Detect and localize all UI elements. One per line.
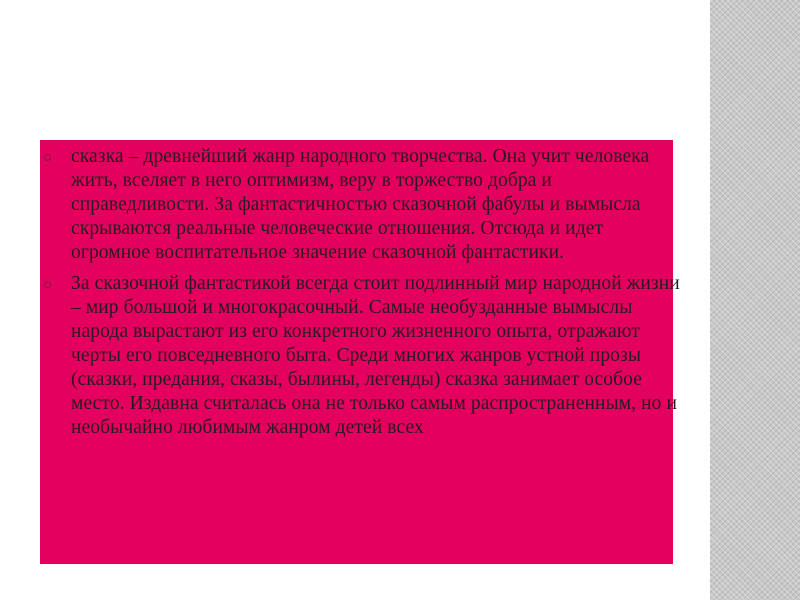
circle-bullet-icon — [44, 281, 51, 288]
slide-text-area — [40, 145, 680, 600]
circle-bullet-icon — [44, 154, 51, 161]
bullet-item — [40, 272, 680, 440]
decorative-side-panel — [710, 0, 800, 600]
bullet-item — [40, 145, 680, 265]
bullet-list — [40, 145, 680, 440]
bullet-text: За сказочной фантастикой всегда стоит подлинный мир народной жизни – мир большой и многокрасочный. Самые необузданные вымыслы народа вырастают из его конкретного жизненного опыта, отражают черты его повседневного быта. Среди многих жанров устной прозы (сказки, предания, сказы, былины, легенды) сказка занимает особое место. Издавна считалась она не только самым распространенным, но и необычайно любимым жанром детей всех — [71, 273, 680, 438]
bullet-text: сказка – древнейший жанр народного творчества. Она учит человека жить, вселяет в него оптимизм, веру в торжество добра и справедливости. За фантастичностью сказочной фабулы и вымысла скрываются реальные человеческие отношения. Отсюда и идет огромное воспитательное значение сказочной фантастики. — [71, 146, 650, 263]
